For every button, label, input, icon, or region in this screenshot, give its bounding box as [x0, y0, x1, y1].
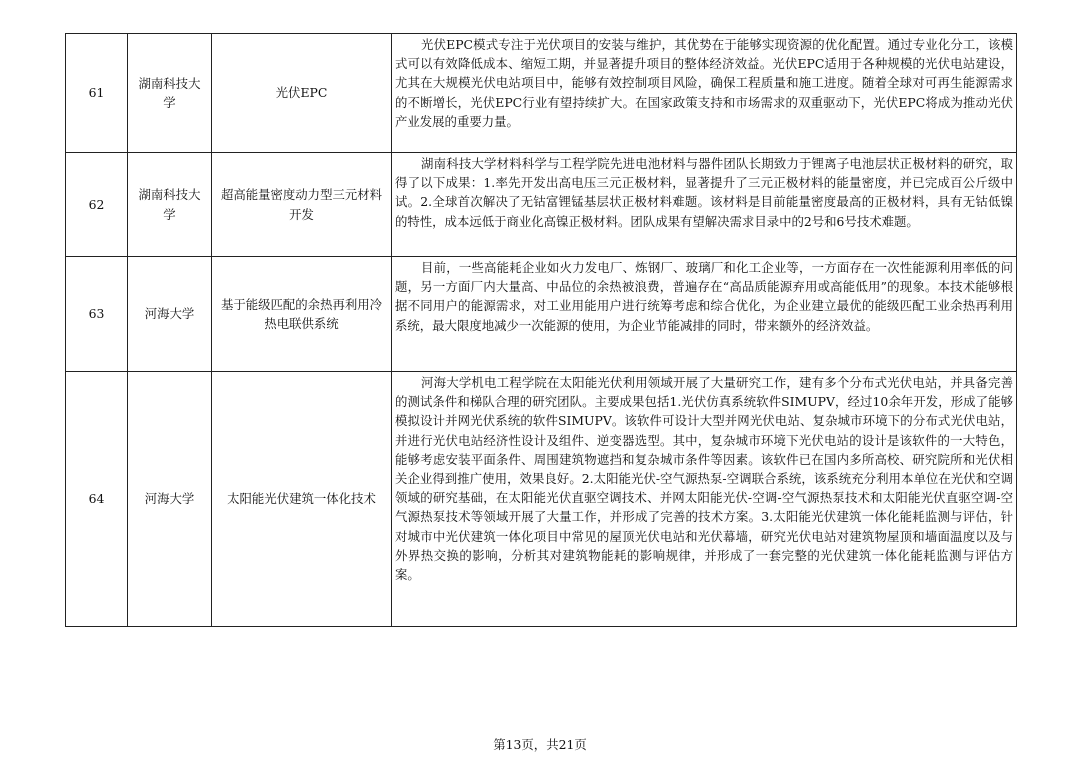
project-description: 目前，一些高能耗企业如火力发电厂、炼钢厂、玻璃厂和化工企业等，一方面存在一次性能源利用率低的问题，另一方面厂内大量高、中品位的余热被浪费，普遍存在“高品质能源弃用或高能低用”的现象。本技术能够根据不同用户的能源需求，对工业用能用户进行统筹考虑和综合优化，为企业建立最优的能级匹配工业余热再利用系统，最大限度地减少一次能源的使用，为企业节能减排的同时，带来额外的经济效益。 — [392, 257, 1017, 372]
table-row — [66, 34, 1017, 153]
project-table — [65, 33, 1017, 627]
project-title: 光伏EPC — [212, 34, 392, 153]
row-number: 63 — [66, 257, 128, 372]
organization: 河海大学 — [128, 257, 212, 372]
project-title: 超高能量密度动力型三元材料开发 — [212, 153, 392, 257]
row-number: 62 — [66, 153, 128, 257]
project-title: 基于能级匹配的余热再利用冷热电联供系统 — [212, 257, 392, 372]
page-footer: 第13页，共21页 — [493, 737, 587, 752]
organization: 湖南科技大学 — [128, 153, 212, 257]
project-description: 光伏EPC模式专注于光伏项目的安装与维护，其优势在于能够实现资源的优化配置。通过专业化分工，该模式可以有效降低成本、缩短工期，并显著提升项目的整体经济效益。光伏EPC适用于各种规模的光伏电站建设，尤其在大规模光伏电站项目中，能够有效控制项目风险，确保工程质量和施工进度。随着全球对可再生能源需求的不断增长，光伏EPC行业有望持续扩大。在国家政策支持和市场需求的双重驱动下，光伏EPC将成为推动光伏产业发展的重要力量。 — [392, 34, 1017, 153]
project-description: 河海大学机电工程学院在太阳能光伏利用领域开展了大量研究工作，建有多个分布式光伏电站，并具备完善的测试条件和梯队合理的研究团队。主要成果包括1.光伏仿真系统软件SIMUPV，经过10余年开发，形成了能够模拟设计并网光伏系统的软件SIMUPV。该软件可设计大型并网光伏电站、复杂城市环境下的分布式光伏电站，并进行光伏电站经济性设计及组件、逆变器选型。其中，复杂城市环境下光伏电站的设计是该软件的一大特色，能够考虑安装平面条件、周围建筑物遮挡和复杂城市条件等因素。该软件已在国内多所高校、研究院所和光伏相关企业得到推广使用，效果良好。2.太阳能光伏-空气源热泵-空调联合系统，该系统充分利用本单位在光伏和空调领域的研究基础，在太阳能光伏直驱空调技术、并网太阳能光伏-空调-空气源热泵技术和太阳能光伏直驱空调-空气源热泵技术等领域开展了大量工作，并形成了完善的技术方案。3.太阳能光伏建筑一体化能耗监测与评估，针对城市中光伏建筑一体化项目中常见的屋顶光伏电站和光伏幕墙，研究光伏电站对建筑物屋顶和墙面温度以及与外界热交换的影响，分析其对建筑物能耗的影响规律，并形成了一套完整的光伏建筑一体化能耗监测与评估方案。 — [392, 372, 1017, 627]
table-row — [66, 153, 1017, 257]
table-row — [66, 257, 1017, 372]
project-description: 湖南科技大学材料科学与工程学院先进电池材料与器件团队长期致力于锂离子电池层状正极材料的研究，取得了以下成果：1.率先开发出高电压三元正极材料，显著提升了三元正极材料的能量密度，并已完成百公斤级中试。2.全球首次解决了无钴富锂锰基层状正极材料难题。该材料是目前能量密度最高的正极材料，具有无钴低镍的特性，成本远低于商业化高镍正极材料。团队成果有望解决需求目录中的2号和6号技术难题。 — [392, 153, 1017, 257]
row-number: 64 — [66, 372, 128, 627]
organization: 湖南科技大学 — [128, 34, 212, 153]
row-number: 61 — [66, 34, 128, 153]
table-row — [66, 372, 1017, 627]
project-title: 太阳能光伏建筑一体化技术 — [212, 372, 392, 627]
organization: 河海大学 — [128, 372, 212, 627]
